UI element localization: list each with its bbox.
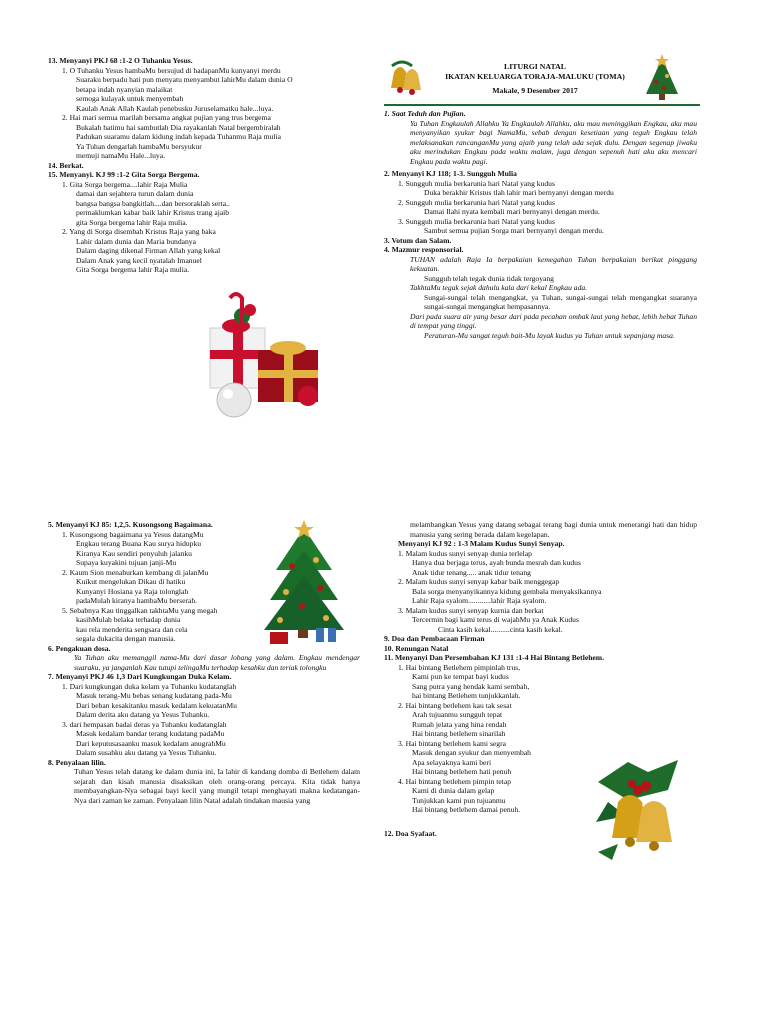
line: 1. Dari kungkungan duka kelam ya Tuhanku kudatanglah [62, 681, 237, 691]
confession-text: Ya Tuhan aku memanggil nama-Mu dari dasar lobang yang dalam. Engkau mendengar suaraku, ya janganlah Kau tutupi telingaMu terhadap kesahku dan teriak tolongku [74, 653, 360, 672]
line: Anak tidur tenang..... anak tidur tenang [412, 567, 531, 577]
line: Dari keputusasaanku masuk kedalam anugrahMu [76, 738, 226, 748]
line: Rumah jelata yang hina rendah [412, 719, 507, 729]
line: 1. Kusongsong bagaimana ya Yesus datangMu [62, 529, 204, 539]
candle-text-continued: melambangkan Yesus yang datang sebagai terang bagi dunia untuk menerangi hati dan hidup manusia yang sering berada dalam kegelapan. [410, 520, 697, 539]
heading-song-kj92: Menyanyi KJ 92 : 1-3 Malam Kudus Sunyi Senyap. [398, 539, 565, 548]
heading-7: 7. Menyanyi PKJ 46 1,3 Dari Kungkungan Duka Kelam. [48, 672, 232, 681]
line: 3. Hai bintang betlehem kami segra [398, 738, 506, 748]
line: Dari beban kesakitanku masuk kedalam kekuatanMu [76, 700, 237, 710]
line: kau rela menderita sengsara dan cela [76, 624, 188, 634]
line: 1. Malam kudus sunyi senyap dunia terlelap [398, 548, 532, 558]
line: bangsa bangsa bangkitlah....dan bersoraklah serta.. [76, 198, 230, 208]
line: 2. Sungguh mulia berkarunia hari Natal yang kudus [398, 197, 555, 207]
heading-8: 8. Penyalaan lilin. [48, 757, 106, 767]
line: Supaya kuyakini tujuan janji-Mu [76, 558, 177, 567]
line: kasihMulah belaka terhadap dunia [76, 615, 181, 624]
line: Damai Ilahi nyata kembali mari bernyanyi dengan merdu. [424, 207, 600, 216]
line: Dalam daging dikenal Firman Allah yang kekal [76, 246, 221, 255]
line: Dalam Anak yang kecil nyatalah Imanuel [76, 255, 202, 265]
heading-11: 11. Menyanyi Dan Persembahan KJ 131 :1-4 Hai Bintang Betlehem. [384, 653, 605, 662]
heading-3: 3. Votum dan Salam. [384, 235, 452, 245]
line: Suaraku berpadu hati pun menyatu menyambut lahirMu dalam dunia O [76, 75, 293, 84]
line: 2. Malam kudus sunyi senyap kabar baik menggegap [398, 577, 560, 586]
line: damai dan sejahtera turun dalam dunia [76, 189, 194, 198]
line: Sambut semua pujian Sorga mari bernyanyi dengan merdu. [424, 226, 604, 235]
liturgy-title [420, 62, 650, 96]
line: Kiranya Kau sendiri penyuluh jalanku [76, 548, 192, 558]
line: gita Sorga bergema lahir Raja mulia. [76, 217, 188, 227]
heading-9: 9. Doa dan Pembacaan Firman [384, 634, 485, 643]
line: Apa selayaknya kami beri [412, 757, 492, 767]
line: 4. Hai bintang betlehem pimpin tetap [398, 776, 512, 786]
line: permaklumkan kabar baik lahir Kristus trang ajaib [76, 208, 230, 217]
heading-4: 4. Mazmur responsorial. [384, 245, 464, 254]
line: 1. Hai bintang Betlehem pimpinlah trus, [398, 662, 521, 672]
line: Arah tujuanmu sungguh tepat [412, 710, 503, 719]
line: 2. Yang di Sorga disembah Kristus Raja yang baka [62, 227, 216, 236]
line: 1. O Tuhanku Yesus hambaMu bersujud di hadapanMu kunyanyi merdu [62, 65, 281, 75]
line: Sang putra yang hendak kami sembah, [412, 681, 530, 691]
heading-1: 1. Saat Teduh dan Pujian. [384, 109, 466, 118]
line: 3. Malam kudus sunyi senyap kurnia dan berkat [398, 605, 544, 615]
line: 2. Hai bintang betlehem kau tak sesat [398, 700, 512, 710]
line: Hai bintang betlehem damai penuh. [412, 805, 521, 814]
line: Gita Sorga bergema lahir Raja mulia. [76, 265, 190, 274]
line: Masuk dengan syukur dan menyembah [412, 748, 531, 757]
line: segala dukacita dengan manusia. [76, 634, 176, 643]
title-line-1: LITURGI NATAL [504, 62, 566, 71]
christmas-tree-icon [640, 52, 684, 104]
heading-13: 13. Menyanyi PKJ 68 :1-2 O Tuhanku Yesus. [48, 56, 193, 65]
line: Cinta kasih kekal..........cinta kasih kekal. [438, 624, 563, 634]
line: Bukalah hatimu hai sambutlah Dia rayakanlah Natal bergembiralah [76, 122, 281, 132]
heading-2: 2. Menyanyi KJ 118; 1-3. Sungguh Mulia [384, 169, 517, 178]
line: 3. Sungguh mulia berkarunia hari Natal yang kudus [398, 216, 555, 226]
bells-holly-illustration [588, 752, 688, 870]
line: Tunjukkan kami pun tujuanmu [412, 795, 506, 805]
line: 2. Kaum Sion menaburkan kembang di jalanMu [62, 567, 209, 577]
psalm-response: Sungai-sungai telah mengangkat, ya Tuhan, sungai-sungai telah mengangkat suaranya sungai-sungai mengangkat hempasannya. [424, 292, 697, 311]
line: Tercermin bagi kami terus di wajahMu ya Anak Kudus [412, 615, 579, 624]
line: 5. Sebabnya Kau tinggalkan takhtaMu yang megah [62, 605, 218, 615]
line: Kuikut mengelukan Dikau di hatiku [76, 577, 186, 586]
gift-boxes-illustration [200, 288, 330, 420]
line: Hanya dua berjaga terus, ayah bunda mesrah dan kudus [412, 558, 581, 567]
line: padaMulah kiranya hambaMu berserah. [76, 596, 198, 605]
header-divider [384, 104, 700, 106]
line: Ya Tuhan dengarlah hambaMu bersyukur [76, 141, 202, 151]
heading-10: 10. Renungan Natal [384, 643, 449, 653]
section-1-4 [384, 109, 697, 340]
line: Lahir Raja syalom............lahir Raja syalom. [412, 596, 547, 605]
psalm-line: TUHAN adalah Raja Ia berpakaian kemegahan Tuhan berpakaian berikat pinggang kekuatan. [410, 254, 697, 273]
psalm-response: Peraturan-Mu sangat teguh bait-Mu layak kudus ya Tuhan untuk sepanjang masa. [424, 330, 675, 340]
line: Kami di dunia dalam gelap [412, 786, 495, 795]
line: betapa indah nyanyian malaikat [76, 84, 173, 94]
heading-6: 6. Pengakuan dosa. [48, 643, 111, 653]
line: Duka berakhir Kristus tlah lahir mari bernyanyi dengan merdu [424, 188, 614, 197]
line: Hai bintang betlehem sinarilah [412, 729, 506, 738]
line: 1. Gita Sorga bergema....lahir Raja Mulia [62, 179, 188, 189]
line: Bala sorga menyanyikannya kidung gembala menyaksikannya [412, 586, 602, 596]
line: 1. Sungguh mulia berkarunia hari Natal yang kudus [398, 178, 555, 188]
title-line-2: IKATAN KELUARGA TORAJA-MALUKU (TOMA) [445, 72, 625, 81]
heading-12: 12. Doa Syafaat. [384, 828, 437, 838]
psalm-line: Dari pada suara air yang besar dari pada pecahan ombak laut yang hebat, lebih hebat Tuhan di tempat yang tinggi. [410, 311, 697, 330]
line: memuji namaMu Hale...luya. [76, 151, 165, 160]
heading-5: 5. Menyanyi KJ 85: 1,2,5. Kusongsong Bagaimana. [48, 520, 213, 529]
psalm-line: TakhtaMu tegak sejak dahulu kala dari kekal Engkau ada. [410, 283, 588, 292]
line: Lahir dalam dunia dan Maria bundanya [76, 236, 196, 246]
line: Dalam derita aku datang ya Yesus Tuhanku. [76, 710, 210, 719]
line: Hai bintang betlehem hati penuh [412, 767, 512, 776]
heading-14: 14. Berkat. [48, 160, 84, 170]
candle-text: Tuhan Yesus telah datang ke dalam dunia ini, Ia lahir di kandang domba di Betlehem dalam sejarah dan kisah manusia disaksikan oleh orang-orang percaya. Kita tidak hanya membayangkan-Nya sebagai bayi kecil yang mungil tetapi menghayati makna kedatangan-Nya dari zaman ke zaman. Penyalaan lilin Natal adalah tindakan mausia yang [74, 767, 360, 805]
line: Kunyanyi Hosiana ya Raja tolonglah [76, 586, 189, 596]
line: Padukan suaramu dalam kidung indah kepada Tuhanmu Raja mulia [76, 132, 281, 141]
line: Engkau terang Buana Kau surya hidupku [76, 539, 202, 548]
line: Kaulah Anak Allah Kaulah penebusku Juruselamatku hale...luya. [76, 103, 274, 113]
opening-text: Ya Tuhan Engkaulah Allahku Ya Engkaulah Allahku, aku mau meninggikan Engkau, aku mau menyanyikan syukur bagi NamaMu, sebab dengan kesetiaan yang teguh Engkau telah melaksanakan rancanganMu yang ajaib yang telah ada sejak dulu. Dengan segenap jiwaku aku merindukan Engkau pada waktu malam, juga dengan sepenuh hati aku aku mencari Engkau pada waktu pagi. [410, 118, 697, 166]
title-line-3: Makale, 9 Desember 2017 [492, 86, 578, 95]
line: 3. dari hempasan badai deras ya Tuhanku kudatanglah [62, 719, 227, 729]
psalm-response: Sungguh telah tegak dunia tidak tergoyang [424, 273, 554, 283]
decorated-tree-illustration [262, 520, 354, 646]
line: Dalam susahku aku datang ya Yesus Tuhanku. [76, 748, 217, 757]
heading-15: 15. Menyanyi. KJ 99 :1-2 Gita Sorga Bergema. [48, 170, 200, 179]
line: hai bintang Betlehem tunjukkanlah. [412, 691, 521, 700]
line: Kami pun ke tempat bayi kudus [412, 672, 509, 681]
line: 2. Hai mari semua marilah bersama angkat pujian yang trus bergema [62, 113, 271, 122]
line: semoga kulayak untuk menyembah [76, 94, 184, 103]
line: Masuk terang-Mu bebas senang kudatang pada-Mu [76, 691, 232, 700]
line: Masuk kedalam bandar terang kudatang padaMu [76, 729, 225, 738]
section-13-15 [48, 56, 358, 275]
